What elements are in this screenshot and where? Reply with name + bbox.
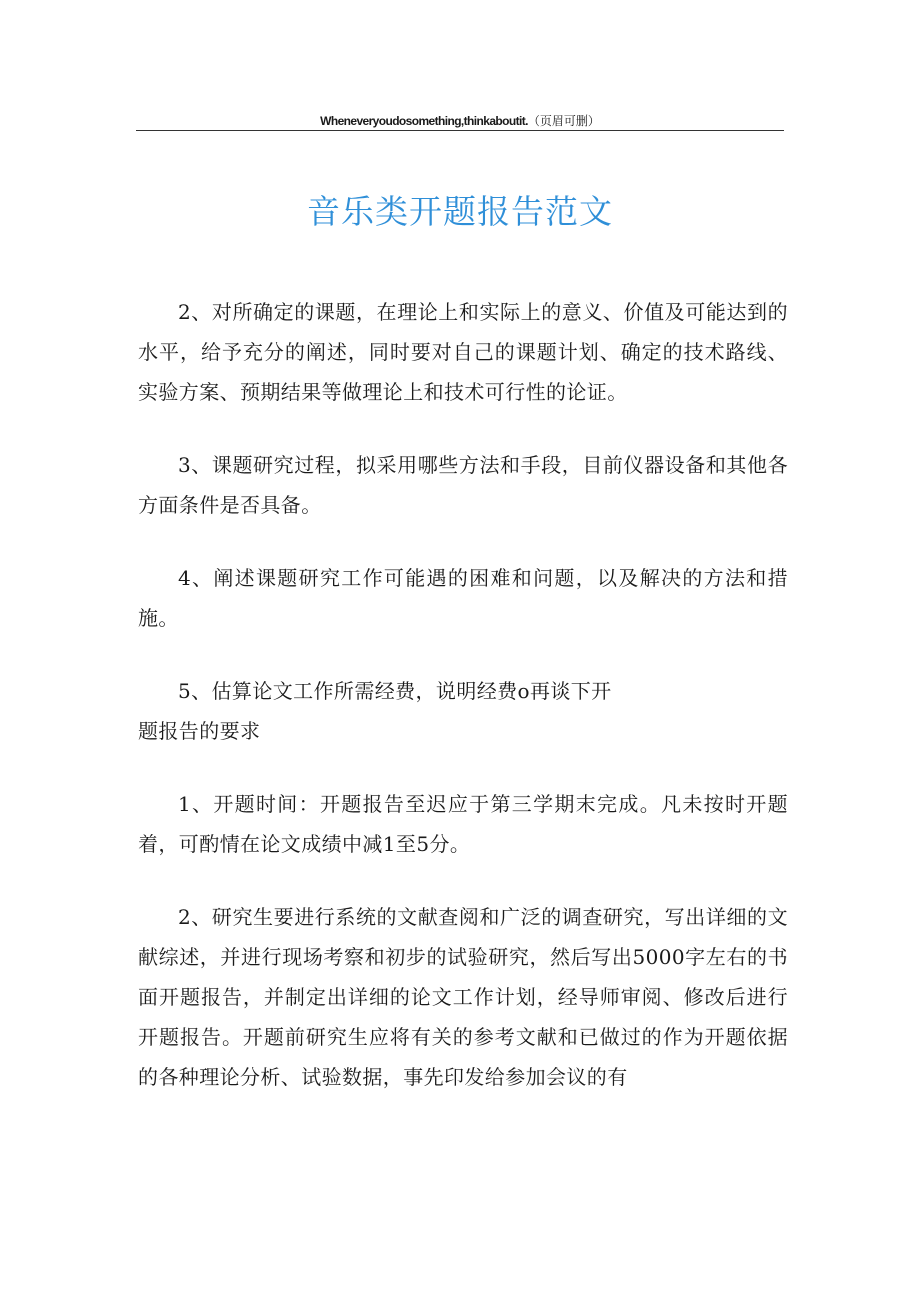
page-header xyxy=(136,112,784,131)
paragraph-2: 3、课题研究过程，拟采用哪些方法和手段，目前仪器设备和其他各方面条件是否具备。 xyxy=(138,453,788,517)
paragraph-6: 1、开题时间：开题报告至迟应于第三学期末完成。凡未按时开题着，可酌情在论文成绩中减1至5分。 xyxy=(138,792,788,856)
document-title: 音乐类开题报告范文 xyxy=(307,192,613,231)
header-english-text: Wheneveryoudosomething,thinkaboutit. xyxy=(320,114,528,128)
paragraph-4: 5、估算论文工作所需经费，说明经费o再谈下开 xyxy=(178,679,612,703)
paragraph-7: 2、研究生要进行系统的文献查阅和广泛的调查研究，写出详细的文献综述，并进行现场考察和初步的试验研究，然后写出5000字左右的书面开题报告，并制定出详细的论文工作计划，经导师审阅、修改后进行开题报告。开题前研究生应将有关的参考文献和已做过的作为开题依据的各种理论分析、试验数据，事先印发给参加会议的有 xyxy=(138,905,788,1089)
header-note: （页眉可删） xyxy=(527,114,600,128)
paragraph-5: 题报告的要求 xyxy=(138,719,261,743)
header-rule xyxy=(136,130,784,131)
paragraph-3: 4、阐述课题研究工作可能遇的困难和问题，以及解决的方法和措施。 xyxy=(138,566,788,630)
paragraph-1: 2、对所确定的课题，在理论上和实际上的意义、价值及可能达到的水平，给予充分的阐述，同时要对自己的课题计划、确定的技术路线、实验方案、预期结果等做理论上和技术可行性的论证。 xyxy=(138,300,788,404)
document-body xyxy=(138,292,788,1130)
